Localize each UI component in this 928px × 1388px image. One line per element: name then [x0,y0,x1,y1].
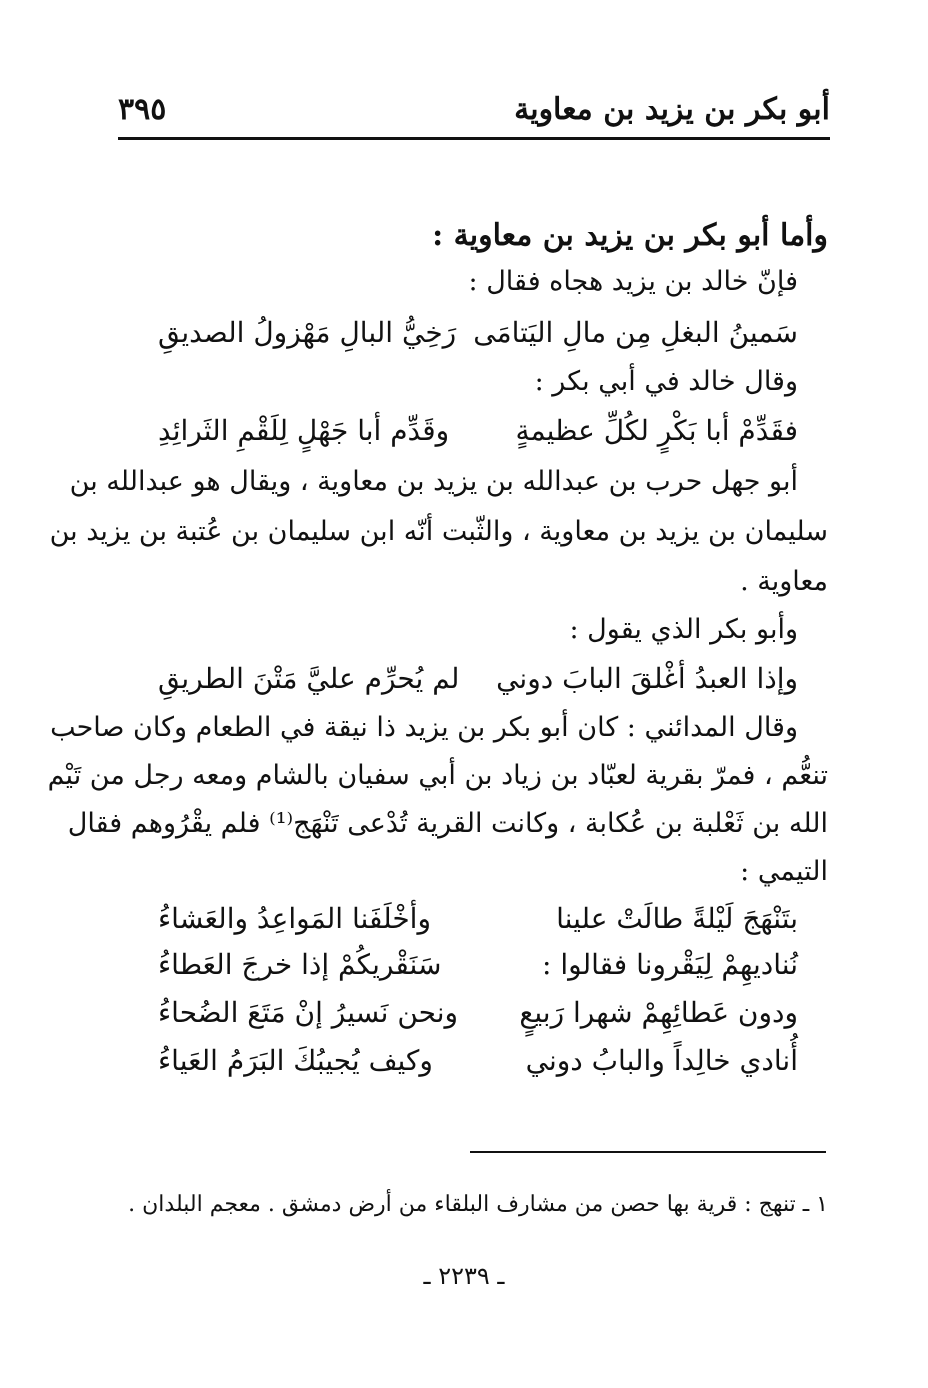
poem-verse-3-hemistich-1: ودون عَطائِهِمْ شهرا رَبيعٍ [519,996,798,1029]
poem-verse-1-hemistich-2: وأخْلَفَنا المَواعِدُ والعَشاءُ [158,902,431,935]
para-2-line-2: تنعُّم ، فمرّ بقرية لعبّاد بن زياد بن أبي سفيان بالشام ومعه رجل من تَيْم [47,760,828,791]
poem-verse-2-hemistich-2: سَنَقْريكُمْ إذا خرجَ العَطاءُ [158,948,442,981]
poem-verse-3-hemistich-2: ونحن نَسيرُ إنْ مَتَعَ الضُحاءُ [158,996,459,1029]
verse-1-hemistich-2: رَخِيُّ البالِ مَهْزولُ الصديقِ [158,316,457,349]
para-1-line-2: سليمان بن يزيد بن معاوية ، والثّبت أنّه ابن سليمان بن عُتبة بن يزيد بن [49,516,828,547]
poem-verse-4-hemistich-2: وكيف يُجيبُكَ البَرَمُ العَياءُ [158,1044,433,1077]
running-title: أبو بكر بن يزيد بن معاوية [514,92,830,127]
verse-2-hemistich-2: وقَدِّم أبا جَهْلٍ لِلَقْمِ الثَرائِدِ [158,414,450,447]
para-1-line-1: أبو جهل حرب بن عبدالله بن يزيد بن معاوية ، ويقال هو عبدالله بن [69,466,798,497]
footer-page-number: ـ ٢٢٣٩ ـ [423,1262,505,1290]
verse-1-hemistich-1: سَمينُ البغلِ مِن مالِ اليَتامَى [473,316,798,349]
para-2-line-3: الله بن ثَعْلبة بن عُكابة ، وكانت القرية تُدْعى تَنْهَج⁽¹⁾ فلم يقْرُوهم فقال [67,808,828,839]
poem-verse-2-hemistich-1: نُناديهِمْ لِيَقْرونا فقالوا : [541,948,798,981]
verse-3-hemistich-1: وإذا العبدُ أغْلقَ البابَ دوني [496,662,798,695]
page-number: ٣٩٥ [118,92,167,127]
para-1-line-3: معاوية . [740,566,828,597]
section-heading: وأما أبو بكر بن يزيد بن معاوية : [432,218,828,253]
verse-3-hemistich-2: لم يُحرِّم عليَّ مَتْنَ الطريقِ [158,662,460,695]
para-2-line-4: التيمي : [740,856,828,887]
intro-line-3: وأبو بكر الذي يقول : [569,614,798,645]
para-2-line-1: وقال المدائني : كان أبو بكر بن يزيد ذا نيقة في الطعام وكان صاحب [50,712,798,743]
header-rule [118,137,830,140]
intro-line-1: فإنّ خالد بن يزيد هجاه فقال : [468,266,798,297]
intro-line-2: وقال خالد في أبي بكر : [534,366,798,397]
verse-2-hemistich-1: فقَدِّمْ أبا بَكْرٍ لكُلِّ عظيمةٍ [515,414,798,447]
running-header [118,88,830,138]
poem-verse-1-hemistich-1: بتَنْهَجَ لَيْلةً طالَتْ علينا [556,902,798,935]
footnote: ١ ـ تنهج : قرية بها حصن من مشارف البلقاء من أرض دمشق . معجم البلدان . [128,1192,828,1217]
footnote-rule [470,1151,826,1153]
poem-verse-4-hemistich-1: أُنادي خالِداً والبابُ دوني [525,1044,798,1077]
